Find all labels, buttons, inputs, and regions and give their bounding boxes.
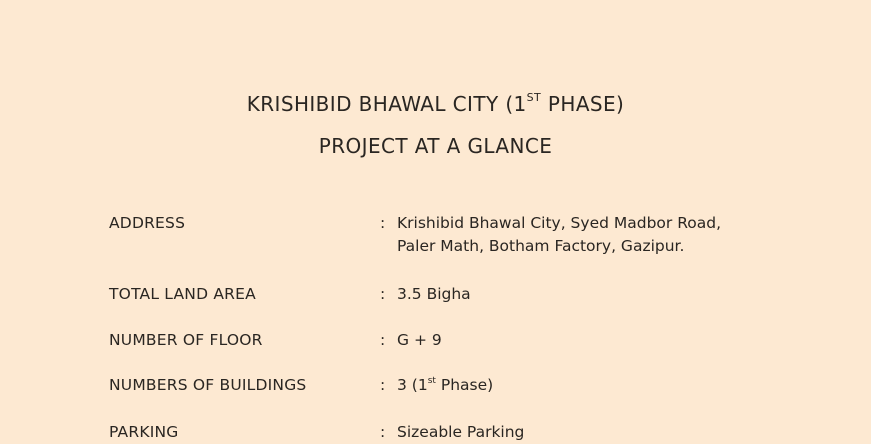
buildings-colon: : (380, 376, 386, 394)
address-label: ADDRESS (109, 214, 186, 232)
floors-value: G + 9 (397, 331, 442, 349)
buildings-value-main: 3 (1 (397, 376, 428, 394)
title-main-text: KRISHIBID BHAWAL CITY (1 (246, 92, 527, 116)
address-value-line2: Paler Math, Botham Factory, Gazipur. (397, 237, 685, 255)
buildings-value (397, 374, 817, 397)
parking-value: Sizeable Parking (397, 423, 525, 441)
buildings-value-superscript: st (427, 375, 436, 386)
floors-colon: : (380, 331, 386, 349)
land-area-value: 3.5 Bigha (397, 285, 471, 303)
buildings-label: NUMBERS OF BUILDINGS (109, 376, 307, 394)
buildings-value-phase: Phase) (435, 376, 494, 394)
project-subtitle: PROJECT AT A GLANCE (318, 134, 553, 158)
land-area-colon: : (380, 285, 386, 303)
address-value-line1: Krishibid Bhawal City, Syed Madbor Road, (397, 214, 722, 232)
parking-label: PARKING (109, 423, 179, 441)
address-colon: : (380, 214, 386, 232)
parking-colon: : (380, 423, 386, 441)
address-value (397, 212, 817, 258)
title-phase-text: PHASE) (541, 92, 625, 116)
project-title (0, 92, 871, 116)
title-superscript: ST (526, 91, 542, 105)
land-area-label: TOTAL LAND AREA (109, 285, 256, 303)
floors-label: NUMBER OF FLOOR (109, 331, 263, 349)
